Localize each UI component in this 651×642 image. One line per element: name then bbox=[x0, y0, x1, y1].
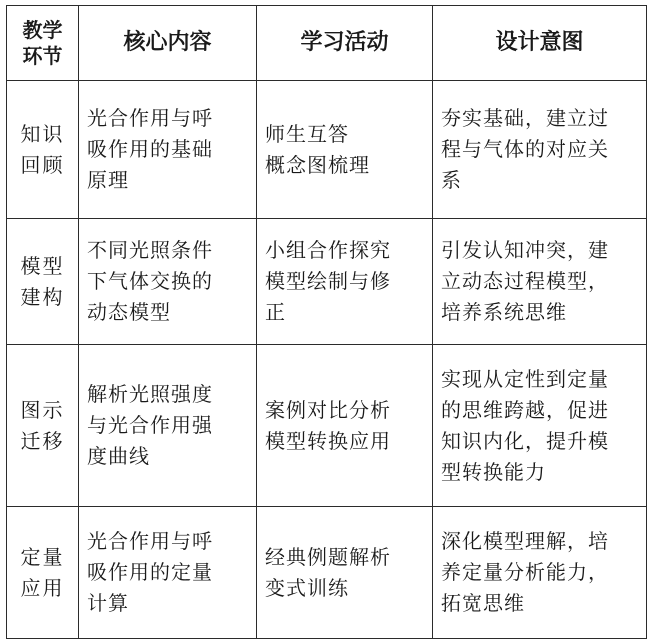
intent-line: 引发认知冲突，建 bbox=[441, 238, 609, 262]
content-line: 光合作用与呼 bbox=[87, 106, 213, 130]
activity-line: 正 bbox=[265, 300, 286, 324]
content-cell bbox=[79, 345, 257, 507]
header-stage bbox=[7, 6, 79, 81]
table-row bbox=[7, 219, 647, 345]
intent-line: 立动态过程模型， bbox=[441, 269, 609, 293]
intent-line: 深化模型理解，培 bbox=[441, 529, 609, 553]
stage-line: 图示 bbox=[20, 397, 65, 422]
stage-line: 迁移 bbox=[20, 428, 65, 453]
intent-line: 系 bbox=[441, 168, 462, 192]
header-stage-line-1: 教学 bbox=[22, 18, 63, 42]
content-line: 解析光照强度 bbox=[87, 382, 213, 406]
activity-cell bbox=[257, 219, 433, 345]
intent-cell bbox=[433, 219, 647, 345]
content-line: 度曲线 bbox=[87, 444, 150, 468]
content-line: 吸作用的定量 bbox=[87, 560, 213, 584]
content-cell bbox=[79, 507, 257, 639]
stage-cell bbox=[7, 219, 79, 345]
intent-line: 的思维跨越，促进 bbox=[441, 397, 609, 422]
intent-line: 拓宽思维 bbox=[441, 591, 525, 615]
content-line: 下气体交换的 bbox=[87, 269, 213, 293]
intent-line: 养定量分析能力， bbox=[441, 560, 609, 584]
activity-line: 模型绘制与修 bbox=[265, 269, 391, 293]
stage-line: 回顾 bbox=[20, 152, 65, 177]
lesson-design-table-container bbox=[6, 5, 646, 637]
activity-cell bbox=[257, 507, 433, 639]
content-line: 不同光照条件 bbox=[87, 238, 213, 262]
activity-cell bbox=[257, 81, 433, 219]
activity-line: 经典例题解析 bbox=[265, 544, 391, 569]
activity-line: 小组合作探究 bbox=[265, 238, 391, 262]
content-line: 光合作用与呼 bbox=[87, 529, 213, 553]
header-intent: 设计意图 bbox=[433, 6, 647, 81]
intent-line: 实现从定性到定量 bbox=[441, 366, 609, 391]
activity-line: 案例对比分析 bbox=[265, 397, 391, 422]
lesson-design-table bbox=[6, 5, 647, 639]
content-line: 计算 bbox=[87, 591, 129, 615]
content-cell bbox=[79, 219, 257, 345]
activity-line: 模型转换应用 bbox=[265, 428, 391, 453]
table-row bbox=[7, 345, 647, 507]
activity-line: 师生互答 bbox=[265, 121, 349, 146]
intent-cell bbox=[433, 507, 647, 639]
stage-line: 定量 bbox=[20, 544, 65, 569]
content-line: 与光合作用强 bbox=[87, 413, 213, 437]
table-row bbox=[7, 507, 647, 639]
table-row bbox=[7, 81, 647, 219]
intent-line: 程与气体的对应关 bbox=[441, 137, 609, 161]
content-line: 原理 bbox=[87, 168, 129, 192]
stage-line: 应用 bbox=[20, 575, 65, 600]
header-row bbox=[7, 6, 647, 81]
header-stage-line-2: 环节 bbox=[22, 44, 63, 68]
intent-line: 知识内化，提升模 bbox=[441, 428, 609, 453]
stage-line: 知识 bbox=[20, 121, 65, 146]
intent-line: 培养系统思维 bbox=[441, 300, 567, 324]
stage-line: 模型 bbox=[20, 253, 65, 278]
activity-line: 变式训练 bbox=[265, 575, 349, 600]
activity-cell bbox=[257, 345, 433, 507]
content-cell bbox=[79, 81, 257, 219]
stage-cell bbox=[7, 345, 79, 507]
activity-line: 概念图梳理 bbox=[265, 152, 370, 177]
intent-cell bbox=[433, 81, 647, 219]
header-content: 核心内容 bbox=[79, 6, 257, 81]
stage-line: 建构 bbox=[20, 284, 65, 309]
content-line: 动态模型 bbox=[87, 300, 171, 324]
intent-line: 夯实基础，建立过 bbox=[441, 106, 609, 130]
intent-line: 型转换能力 bbox=[441, 459, 546, 484]
content-line: 吸作用的基础 bbox=[87, 137, 213, 161]
intent-cell bbox=[433, 345, 647, 507]
stage-cell bbox=[7, 507, 79, 639]
stage-cell bbox=[7, 81, 79, 219]
header-activity: 学习活动 bbox=[257, 6, 433, 81]
